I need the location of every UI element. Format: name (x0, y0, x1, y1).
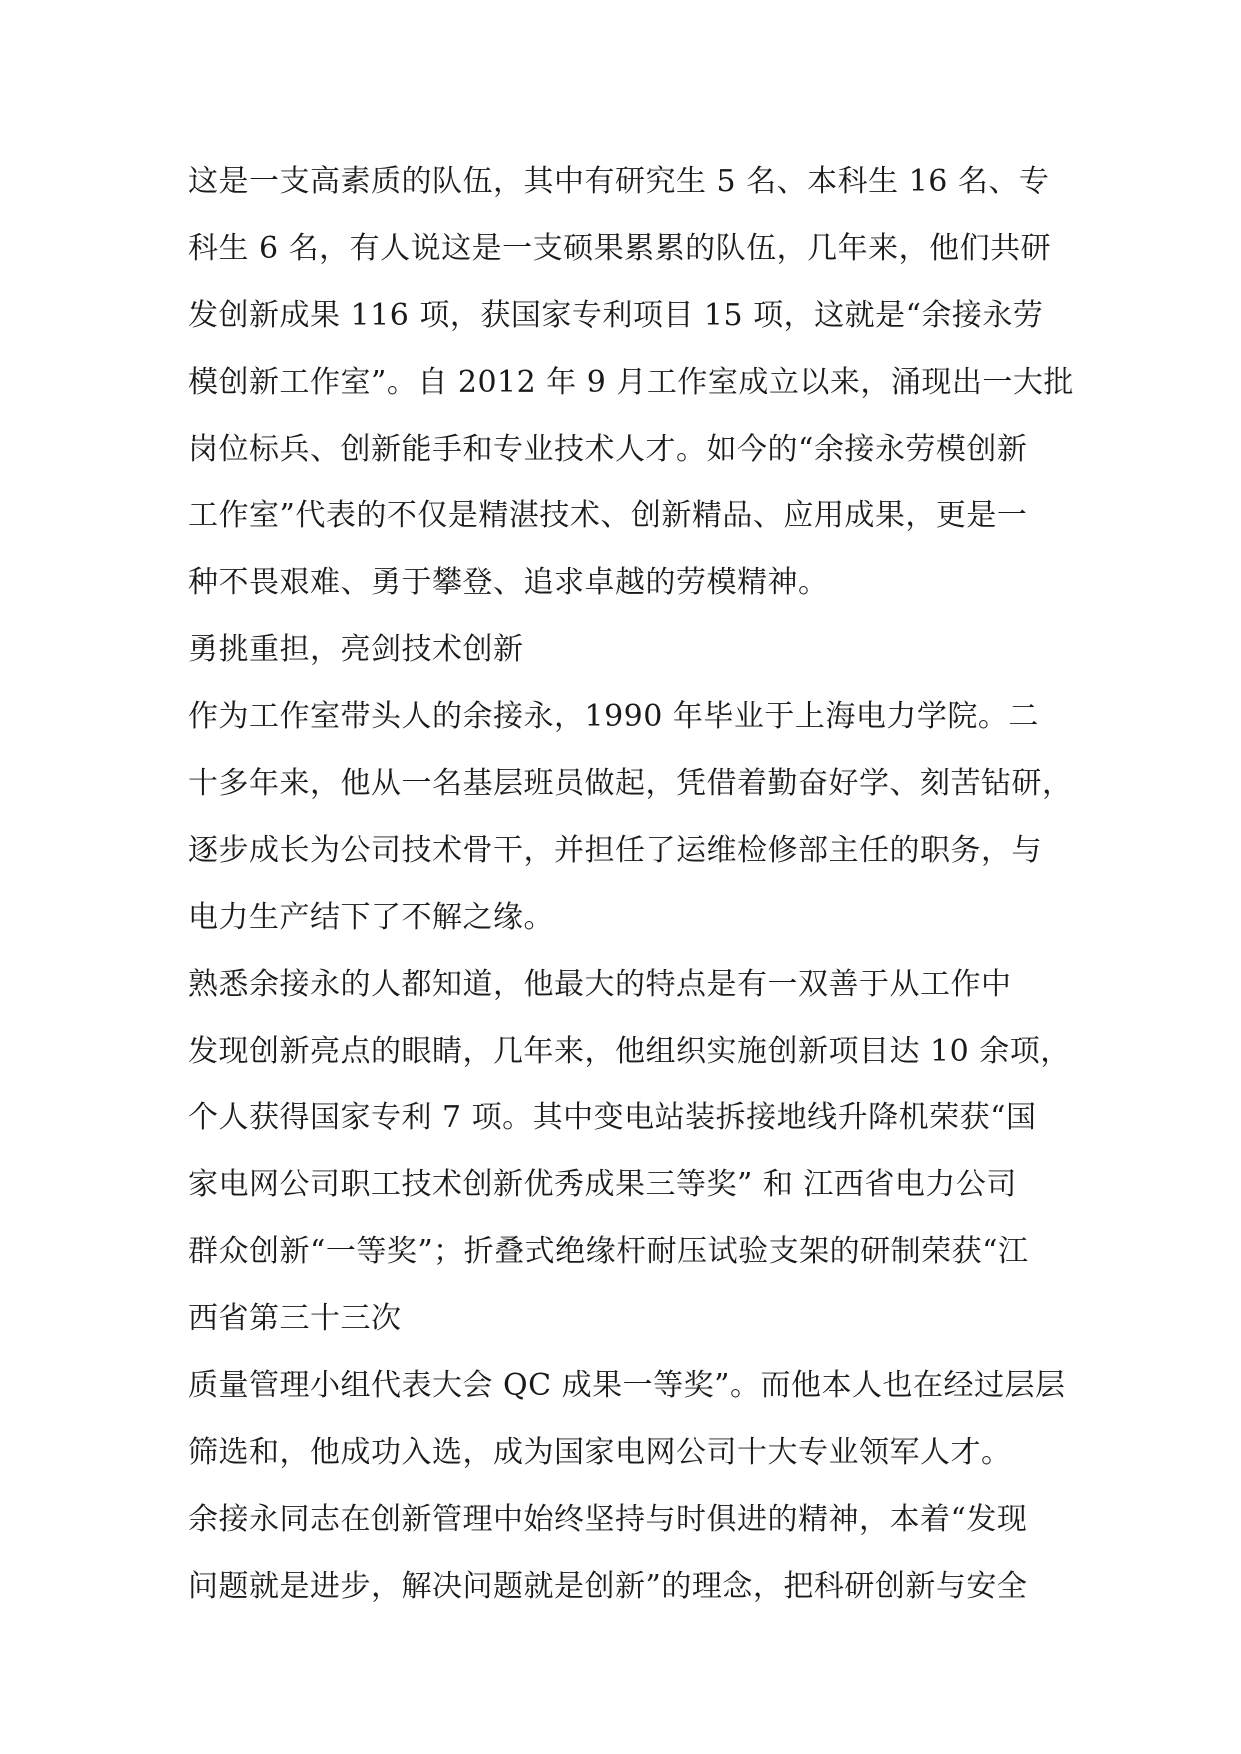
body-text (188, 162, 1074, 1634)
text-line: 发现创新亮点的眼睛，几年来，他组织实施创新项目达 10 余项， (188, 1033, 1071, 1069)
text-line: 熟悉余接永的人都知道，他最大的特点是有一双善于从工作中 (188, 966, 1012, 1002)
text-line: 发创新成果 116 项，获国家专利项目 15 项，这就是“余接永劳 (188, 297, 1044, 333)
text-line: 工作室”代表的不仅是精湛技术、创新精品、应用成果，更是一 (188, 498, 1028, 534)
text-line: 余接永同志在创新管理中始终坚持与时俱进的精神，本着“发现 (188, 1501, 1028, 1537)
text-line: 群众创新“一等奖”；折叠式绝缘杆耐压试验支架的研制荣获“江 (188, 1234, 1029, 1270)
section-heading: 勇挑重担，亮剑技术创新 (188, 632, 524, 668)
text-line: 岗位标兵、创新能手和专业技术人才。如今的“余接永劳模创新 (188, 431, 1028, 467)
text-line: 十多年来，他从一名基层班员做起，凭借着勤奋好学、刻苦钻研， (188, 766, 1073, 802)
text-line: 西省第三十三次 (188, 1301, 402, 1337)
text-line: 作为工作室带头人的余接永，1990 年毕业于上海电力学院。二 (188, 699, 1039, 735)
text-line: 模创新工作室”。自 2012 年 9 月工作室成立以来，涌现出一大批 (188, 364, 1074, 400)
text-line: 质量管理小组代表大会 QC 成果一等奖”。而他本人也在经过层层 (188, 1368, 1066, 1404)
text-line: 逐步成长为公司技术骨干，并担任了运维检修部主任的职务，与 (188, 832, 1042, 868)
text-line: 科生 6 名，有人说这是一支硕果累累的队伍，几年来，他们共研 (188, 230, 1052, 266)
text-line: 家电网公司职工技术创新优秀成果三等奖” 和 江西省电力公司 (188, 1167, 1017, 1203)
text-line: 问题就是进步，解决问题就是创新”的理念，把科研创新与安全 (188, 1568, 1028, 1604)
text-line: 种不畏艰难、勇于攀登、追求卓越的劳模精神。 (188, 565, 829, 601)
text-line: 电力生产结下了不解之缘。 (188, 899, 554, 935)
text-line: 个人获得国家专利 7 项。其中变电站装拆接地线升降机荣获“国 (188, 1100, 1037, 1136)
text-line: 这是一支高素质的队伍，其中有研究生 5 名、本科生 16 名、专 (188, 164, 1050, 199)
text-line: 筛选和，他成功入选，成为国家电网公司十大专业领军人才。 (188, 1434, 1012, 1470)
